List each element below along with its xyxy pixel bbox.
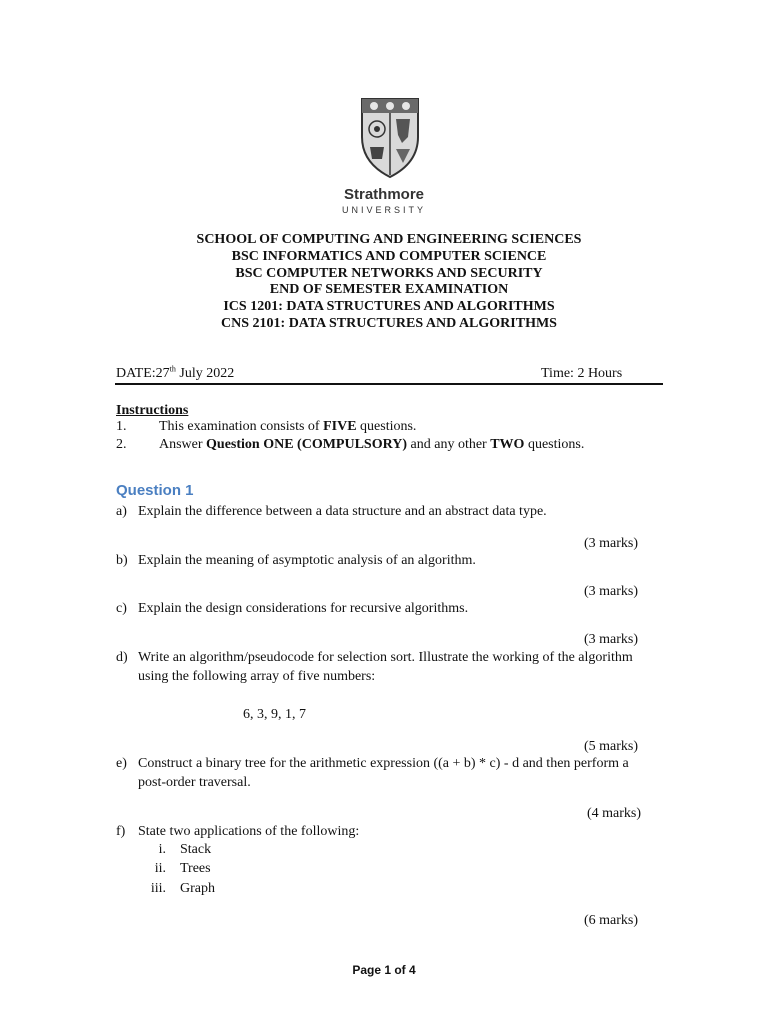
part-text: State two applications of the following: [138,824,360,839]
instructions-title: Instructions [116,403,189,418]
marks: (5 marks) [584,739,639,754]
sub-item-number: ii. [154,861,166,876]
marks: (4 marks) [587,806,642,821]
part-label: c) [116,601,127,616]
instruction-text: Answer Question ONE (COMPULSORY) and any other TWO questions. [159,437,585,452]
array-values: 6, 3, 9, 1, 7 [243,707,306,722]
part-text: Construct a binary tree for the arithmetic expression ((a + b) * c) - d and then perform a [138,756,629,771]
instruction-number: 1. [116,419,127,434]
marks: (3 marks) [584,584,639,599]
university-crest-logo [358,97,422,184]
divider-line [115,383,663,385]
exam-header [0,232,768,333]
exam-date: DATE:27th July 2022 [116,364,235,381]
instruction-number: 2. [116,437,127,452]
part-text: Explain the design considerations for recursive algorithms. [138,601,469,616]
part-text: Explain the difference between a data structure and an abstract data type. [138,504,547,519]
part-label: b) [116,553,128,568]
part-text: post-order traversal. [138,775,251,790]
page-number: Page 1 of 4 [352,963,416,977]
marks: (6 marks) [584,913,639,928]
part-label: d) [116,650,128,665]
part-label: f) [116,824,126,839]
part-label: e) [116,756,127,771]
marks: (3 marks) [584,632,639,647]
header-line: SCHOOL OF COMPUTING AND ENGINEERING SCIENCES [196,232,582,247]
part-text: using the following array of five numbers: [138,669,376,684]
part-text: Write an algorithm/pseudocode for selection sort. Illustrate the working of the algorithm [138,650,633,665]
header-line: CNS 2101: DATA STRUCTURES AND ALGORITHMS [221,315,557,331]
question-title: Question 1 [116,482,194,499]
sub-item-number: i. [158,842,166,857]
exam-time: Time: 2 Hours [541,366,623,381]
sub-item-text: Trees [180,861,211,876]
header-line: END OF SEMESTER EXAMINATION [269,282,509,298]
sub-item-text: Graph [180,881,215,896]
sub-item-text: Stack [180,842,212,857]
sub-item-number: iii. [150,881,166,896]
header-line: ICS 1201: DATA STRUCTURES AND ALGORITHMS [223,299,555,315]
logo-subtitle: UNIVERSITY [341,205,426,215]
instruction-text: This examination consists of FIVE questions. [159,419,417,434]
part-label: a) [116,504,127,519]
part-text: Explain the meaning of asymptotic analysis of an algorithm. [138,553,476,568]
header-line: BSC COMPUTER NETWORKS AND SECURITY [235,265,543,281]
marks: (3 marks) [584,536,639,551]
logo-name: Strathmore [343,186,425,203]
header-line: BSC INFORMATICS AND COMPUTER SCIENCE [231,248,547,264]
